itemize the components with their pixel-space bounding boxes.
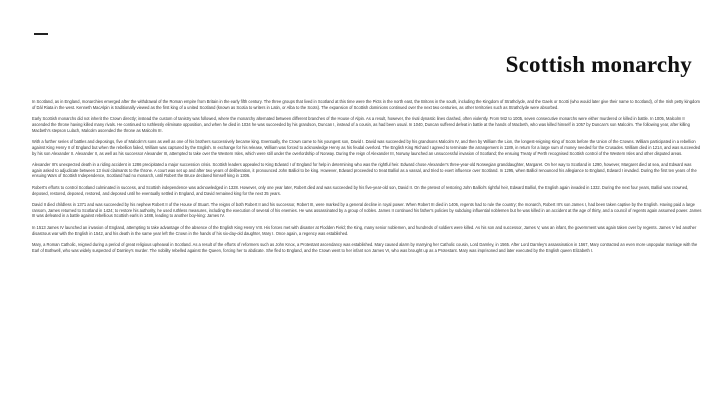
paragraph-5: Robert's efforts to control Scotland culminated in success, and Scottish independence was acknowledged in 1328. However, only one year later, Robert died and was succeeded by his five-year-old son, David II. On the pretext of restoring John Balliol's rightful heir, Edward Balliol, the English again invaded in 1332. During the next four years, Balliol was crowned, deposed, restored, deposed, restored, and deposed until he eventually settled in England, and David remained king for the next 35 years. [32, 184, 689, 196]
paragraph-3: With a further series of battles and deposings, five of Malcolm's sons as well as one of his brothers successively became king. Eventually, the Crown came to his youngest son, David I. David was succeeded by his grandsons Malcolm IV, and then by William the Lion, the longest-reigning King of Scots before the Union of the Crowns. William participated in a rebellion against King Henry II of England but when the rebellion failed, William was captured by the English. In exchange for his release, William was forced to acknowledge Henry as his feudal overlord. The English King Richard I agreed to terminate the arrangement in 1189, in return for a large sum of money needed for the Crusades. William died in 1214, and was succeeded by his son Alexander II. Alexander II, as well as his successor Alexander III, attempted to take over the Western Isles, which were still under the overlordship of Norway. During the reign of Alexander III, Norway launched an unsuccessful invasion of Scotland; the ensuing Treaty of Perth recognised Scottish control of the Western Isles and other disputed areas. [32, 138, 701, 156]
paragraph-2: Early Scottish monarchs did not inherit the Crown directly; instead the custom of tanistry was followed, where the monarchy alternated between different branches of the House of Alpin. As a result, however, the rival dynastic lines clashed, often violently. From 942 to 1005, seven consecutive monarchs were either murdered or killed in battle. In 1005, Malcolm II ascended the throne having killed many rivals. He continued to ruthlessly eliminate opposition, and when he died in 1034 he was succeeded by his grandson, Duncan I, instead of a cousin, as had been usual. In 1040, Duncan suffered defeat in battle at the hands of Macbeth, who was killed himself in 1057 by Duncan's son Malcolm. The following year, after killing Macbeth's stepson Lulach, Malcolm ascended the throne as Malcolm III. [32, 116, 690, 133]
paragraph-4: Alexander III's unexpected death in a riding accident in 1286 precipitated a major succession crisis. Scottish leaders appealed to King Edward I of England for help in determining who was the rightful heir. Edward chose Alexander's three-year-old Norwegian granddaughter, Margaret. On her way to Scotland in 1290, however, Margaret died at sea, and Edward was again asked to adjudicate between 13 rival claimants to the throne. A court was set up and after two years of deliberation, it pronounced John Balliol to be king. However, Edward proceeded to treat Balliol as a vassal, and tried to exert influence over Scotland. In 1295, when Balliol renounced his allegiance to England, Edward I invaded. During the first ten years of the ensuing Wars of Scottish Independence, Scotland had no monarch, until Robert the Bruce declared himself king in 1306. [32, 161, 697, 179]
paragraph-6: David II died childless in 1371 and was succeeded by his nephew Robert II of the House of Stuart. The reigns of both Robert II and his successor, Robert III, were marked by a general decline in royal power. When Robert III died in 1406, regents had to rule the country; the monarch, Robert III's son James I, had been taken captive by the English. Having paid a large ransom, James returned to Scotland in 1424; to restore his authority, he used ruthless measures, including the execution of several of his enemies. He was assassinated by a group of nobles. James II continued his father's policies by subduing influential noblemen but he was killed in an accident at the age of thirty, and a council of regents again assumed power. James III was defeated in a battle against rebellious Scottish earls in 1488, leading to another boy-king: James IV. [32, 201, 702, 219]
paragraph-8: Mary, a Roman Catholic, reigned during a period of great religious upheaval in Scotland. As a result of the efforts of reformers such as John Knox, a Protestant ascendancy was established. Mary caused alarm by marrying her Catholic cousin, Lord Darnley, in 1565. After Lord Darnley's assassination in 1567, Mary contracted an even more unpopular marriage with the Earl of Bothwell, who was widely suspected of Darnley's murder. The nobility rebelled against the Queen, forcing her to abdicate. She fled to England, and the Crown went to her infant son James VI, who was brought up as a Protestant. Mary was imprisoned and later executed by the English queen Elizabeth I. [32, 241, 698, 253]
paragraph-1: In Scotland, as in England, monarchies emerged after the withdrawal of the Roman empire from Britain in the early fifth century. The three groups that lived in Scotland at this time were the Picts in the north east, the Britons in the south, including the Kingdom of Strathclyde, and the Gaels or Scotti (who would later give their name to Scotland), of the Irish petty kingdom of Dál Riata in the west. Kenneth MacAlpin is traditionally viewed as the first king of a united Scotland (known as Scotia to writers in Latin, or Alba to the Scots). The expansion of Scottish dominions continued over the next two centuries, as other territories such as Strathclyde were absorbed. [32, 99, 700, 110]
paragraph-7: In 1513 James IV launched an invasion of England, attempting to take advantage of the absence of the English King Henry VIII. His forces met with disaster at Flodden Field; the King, many senior noblemen, and hundreds of soldiers were killed. As his son and successor, James V, was an infant, the government was again taken over by regents. James V led another disastrous war with the English in 1542, and his death in the same year left the Crown in the hands of his six-day-old daughter, Mary I. Once again, a regency was established. [32, 224, 697, 236]
article-body [32, 99, 702, 259]
logo-mark [34, 33, 48, 35]
page-title: Scottish monarchy [505, 52, 692, 77]
